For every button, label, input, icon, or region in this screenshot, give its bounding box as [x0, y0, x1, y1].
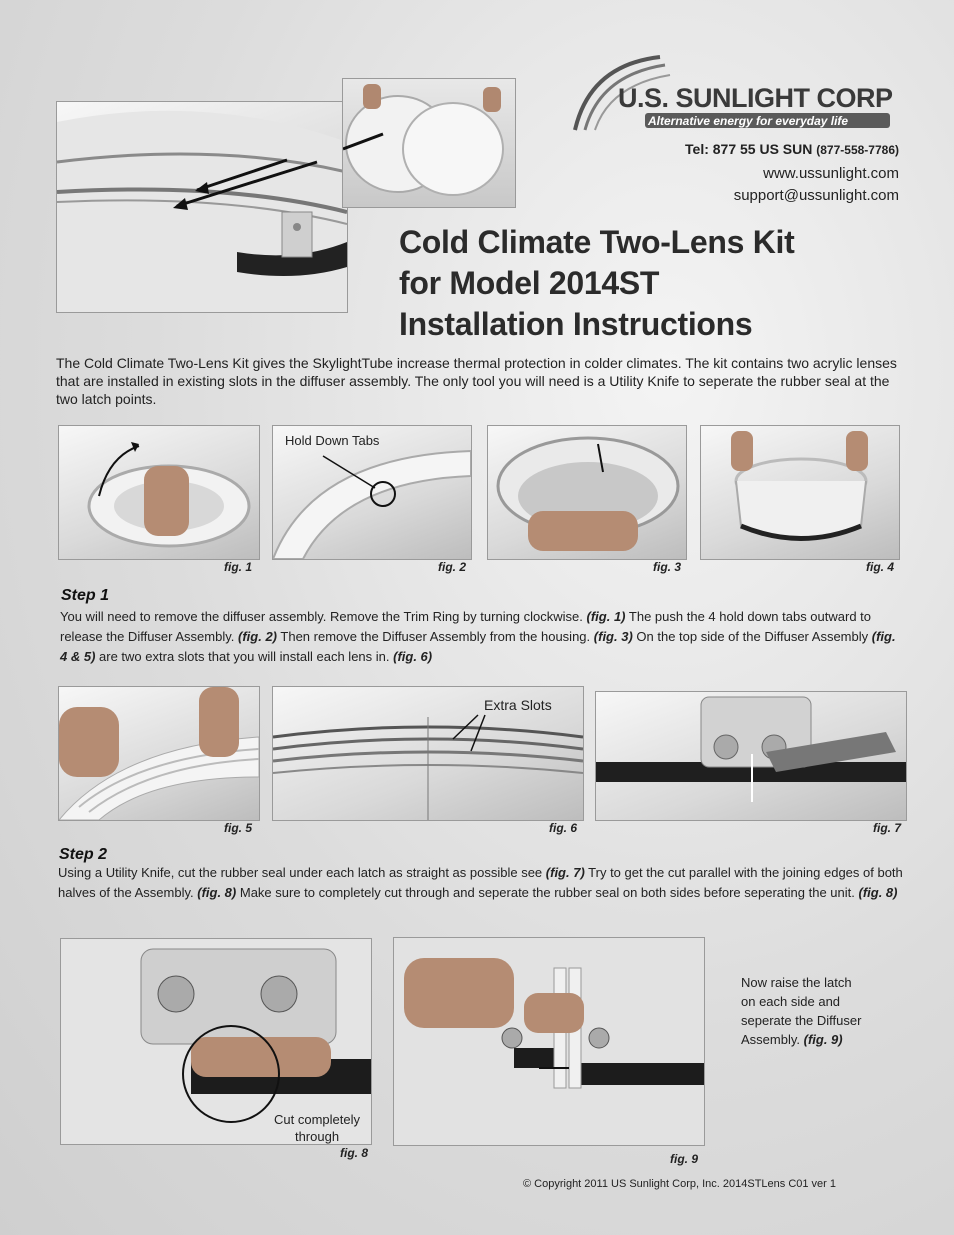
step1-ref4: (fig. 4 & 5) [60, 629, 896, 664]
step1-t4: On the top side of the Diffuser Assembly [636, 629, 869, 644]
step2-ref2: (fig. 8) [197, 885, 237, 900]
step2-t1: Using a Utility Knife, cut the rubber seal under each latch as straight as possible see [58, 865, 543, 880]
note-ref: (fig. 9) [803, 1032, 843, 1047]
note-line-1: Now raise the latch [741, 975, 852, 990]
step1-t3: Then remove the Diffuser Assembly from the housing. [280, 629, 591, 644]
fig5-image [58, 686, 260, 821]
step2-t2: Try to get the cut parallel with the joining edges of both halves of the Assembly. [58, 865, 903, 900]
website-link[interactable]: www.ussunlight.com [763, 165, 899, 182]
step1-title: Step 1 [61, 587, 110, 604]
fig4-caption: fig. 4 [866, 560, 895, 574]
title-line-2: for Model 2014ST [399, 265, 660, 301]
fig9-caption: fig. 9 [670, 1152, 699, 1166]
step2-ref3: (fig. 8) [858, 885, 898, 900]
support-email[interactable]: support@ussunlight.com [733, 187, 899, 204]
fig6-caption: fig. 6 [549, 821, 578, 835]
fig4-image [700, 425, 900, 560]
logo-tagline: Alternative energy for everyday life [648, 114, 849, 128]
step2-text [58, 863, 903, 903]
step1-ref2: (fig. 2) [238, 629, 278, 644]
title-line-1: Cold Climate Two-Lens Kit [399, 224, 795, 260]
step1-t1: You will need to remove the diffuser assembly. Remove the Trim Ring by turning clockwise. [60, 609, 583, 624]
hold-down-tabs-label: Hold Down Tabs [285, 433, 380, 448]
copyright-footer: © Copyright 2011 US Sunlight Corp, Inc. 2014STLens C01 ver 1 [523, 1178, 837, 1190]
fig1-image [58, 425, 260, 560]
fig7-caption: fig. 7 [873, 821, 902, 835]
fig3-image [487, 425, 687, 560]
step1-text [60, 607, 900, 667]
step1-ref5: (fig. 6) [393, 649, 433, 664]
fig7-image [595, 691, 907, 821]
step1-t5: are two extra slots that you will install each lens in. [99, 649, 390, 664]
step1-ref1: (fig. 1) [586, 609, 626, 624]
step2-t3: Make sure to completely cut through and seperate the rubber seal on both sides before seperating the unit. [239, 885, 855, 900]
phone-label: Tel: 877 55 US SUN [685, 141, 813, 157]
page-title [399, 222, 919, 345]
cut-line-1: Cut completely [274, 1112, 360, 1127]
hero-diffuser-photo [56, 101, 348, 313]
title-line-3: Installation Instructions [399, 306, 753, 342]
phone-number: (877-558-7786) [816, 143, 899, 157]
fig1-caption: fig. 1 [224, 560, 253, 574]
note-line-3: seperate the Diffuser [741, 1013, 862, 1028]
note-line-2: on each side and [741, 994, 841, 1009]
extra-slots-label: Extra Slots [484, 697, 552, 713]
logo-wordmark: U.S. SUNLIGHT CORP [618, 83, 893, 113]
step1-t2: The push the 4 hold down tabs outward to release the Diffuser Assembly. [60, 609, 872, 644]
fig2-caption: fig. 2 [438, 560, 467, 574]
cut-line-2: through [294, 1129, 340, 1144]
step2-title: Step 2 [59, 846, 108, 863]
intro-paragraph: The Cold Climate Two-Lens Kit gives the SkylightTube increase thermal protection in colder climates. The kit contains two acrylic lenses that are installed in existing slots in the diffuser assembly. The only tool you will need is a Utility Knife to seperate the rubber seal at the two latch points. [56, 355, 897, 407]
note-line-4: Assembly. [741, 1032, 800, 1047]
company-logo [570, 55, 900, 135]
hero-lens-photo [342, 78, 516, 208]
contact-phone [685, 141, 899, 157]
step1-ref3: (fig. 3) [593, 629, 633, 644]
fig3-caption: fig. 3 [653, 560, 682, 574]
cut-through-label [262, 1111, 372, 1145]
step2-ref1: (fig. 7) [545, 865, 585, 880]
fig9-image [393, 937, 705, 1146]
fig8-caption: fig. 8 [340, 1146, 369, 1160]
fig5-caption: fig. 5 [224, 821, 253, 835]
raise-latch-note [741, 973, 861, 1049]
